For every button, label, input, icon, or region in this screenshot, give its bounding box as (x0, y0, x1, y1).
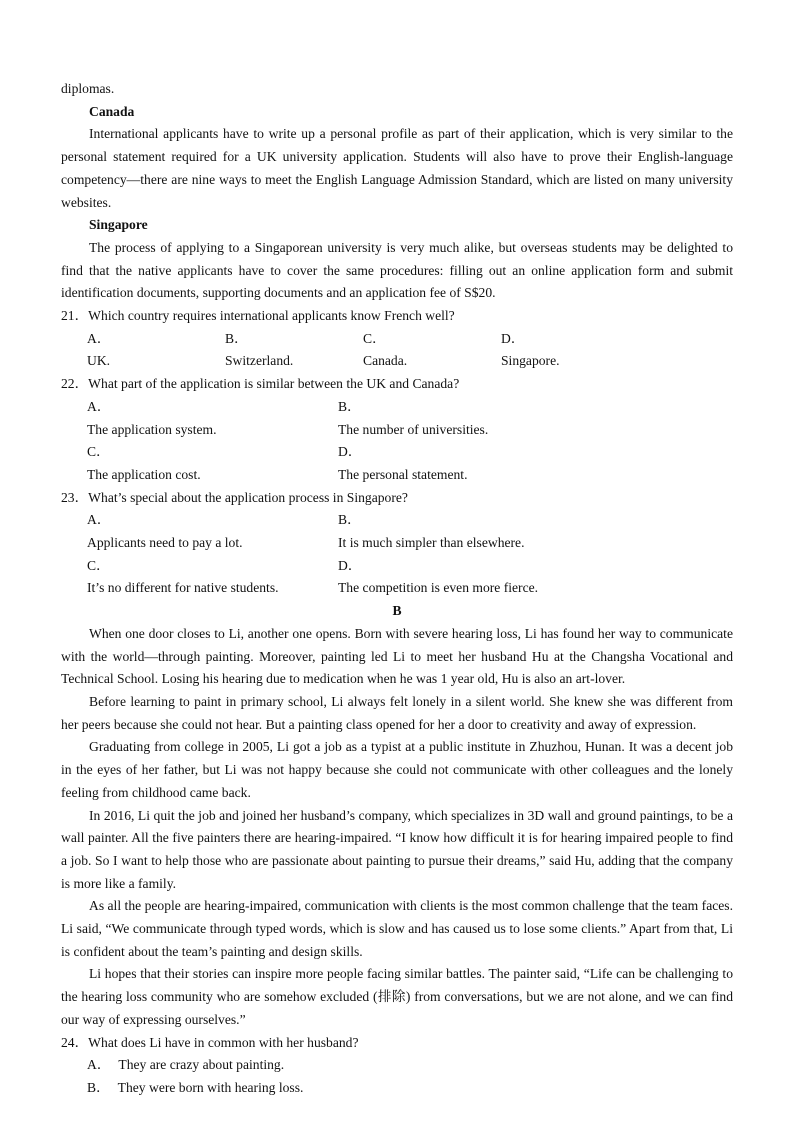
passage-fragment: diplomas. (61, 81, 115, 96)
option-b[interactable]: B．The number of universities. (338, 398, 489, 437)
canada-paragraph: International applicants have to write up a personal profile as part of their application, which is very similar to the personal statement required for a UK university application. Students will also have to prove their English-language competency—there are nine ways to meet the English Language Admission Standard, which are listed on many university websites. (61, 126, 733, 210)
question-22-stem: 22．What part of the application is similar between the UK and Canada? (61, 376, 460, 392)
option-d[interactable]: D．The competition is even more fierce. (338, 557, 539, 596)
passage-b-paragraph: In 2016, Li quit the job and joined her husband’s company, which specializes in 3D wall and ground paintings, to be a wall painter. All the five painters there are hearing-impaired. “I know how difficult it is for hearing impaired people to find a job. So I want to help those who are passionate about painting to pursue their dreams,” said Hu, adding that the company is more like a family. (61, 807, 733, 891)
question-24-stem: 24．What does Li have in common with her husband? (61, 1034, 359, 1050)
question-22-options-row1 (61, 396, 733, 441)
question-23-options-row2 (61, 555, 733, 600)
singapore-heading: Singapore (89, 217, 148, 233)
passage-b-heading: B (392, 603, 402, 619)
passage-b-paragraph: Li hopes that their stories can inspire more people facing similar battles. The painter said, “Life can be challenging to the hearing loss community who are somehow excluded (排除) from conversations, but we are not alone, and we can find our way of expressing ourselves.” (61, 966, 733, 1027)
option-d[interactable]: D．Singapore. (501, 330, 560, 369)
question-21-options (61, 328, 733, 373)
option-c[interactable]: C．The application cost. (87, 444, 201, 482)
option-d[interactable]: D．The personal statement. (338, 444, 468, 482)
question-21-stem: 21．Which country requires international applicants know French well? (61, 308, 455, 324)
exam-page (61, 78, 733, 1100)
passage-b-paragraph: When one door closes to Li, another one opens. Born with severe hearing loss, Li has found her way to communicate with the world—through painting. Moreover, painting led Li to meet her husband Hu at the Changsha Vocational and Technical School. Losing his hearing due to medication when he was 1 year old, Hu is also an art-lover. (61, 625, 733, 687)
option-b[interactable]: B．Switzerland. (225, 330, 294, 369)
question-23-stem: 23．What’s special about the application process in Singapore? (61, 489, 408, 505)
passage-b-paragraph: Before learning to paint in primary school, Li always felt lonely in a silent world. She knew she was different from her peers because she could not hear. But a painting class opened for her a door to creativity and away of expression. (61, 693, 733, 732)
option-a[interactable]: A．Applicants need to pay a lot. (87, 512, 243, 551)
singapore-paragraph: The process of applying to a Singaporean university is very much alike, but overseas students may be delighted to find that the native applicants have to cover the same procedures: filling out an online application form and submit identification documents, supporting documents and an application fee of S$20. (61, 239, 733, 301)
option-b[interactable]: B．It is much simpler than elsewhere. (338, 512, 525, 551)
option-a[interactable]: A．The application system. (87, 398, 217, 437)
question-24-option-b[interactable]: B． They were born with hearing loss. (87, 1079, 304, 1095)
option-c[interactable]: C．Canada. (363, 330, 408, 369)
passage-b-paragraph: Graduating from college in 2005, Li got a job as a typist at a public institute in Zhuzhou, Hunan. It was a decent job in the eyes of her father, but Li was not happy because she could not communicate with other colleagues and the lonely feeling from childhood came back. (61, 739, 733, 800)
question-23-options-row1 (61, 509, 733, 554)
option-a[interactable]: A．UK. (87, 330, 111, 369)
passage-b-paragraph: As all the people are hearing-impaired, communication with clients is the most common challenge that the team faces. Li said, “We communicate through typed words, which is slow and has caused us to lose some clients.” Apart from that, Li is confident about the team’s painting and design skills. (61, 898, 733, 959)
option-c[interactable]: C．It’s no different for native students. (87, 557, 279, 596)
canada-heading: Canada (89, 103, 135, 119)
question-22-options-row2 (61, 441, 733, 486)
question-24-option-a[interactable]: A． They are crazy about painting. (87, 1057, 285, 1073)
